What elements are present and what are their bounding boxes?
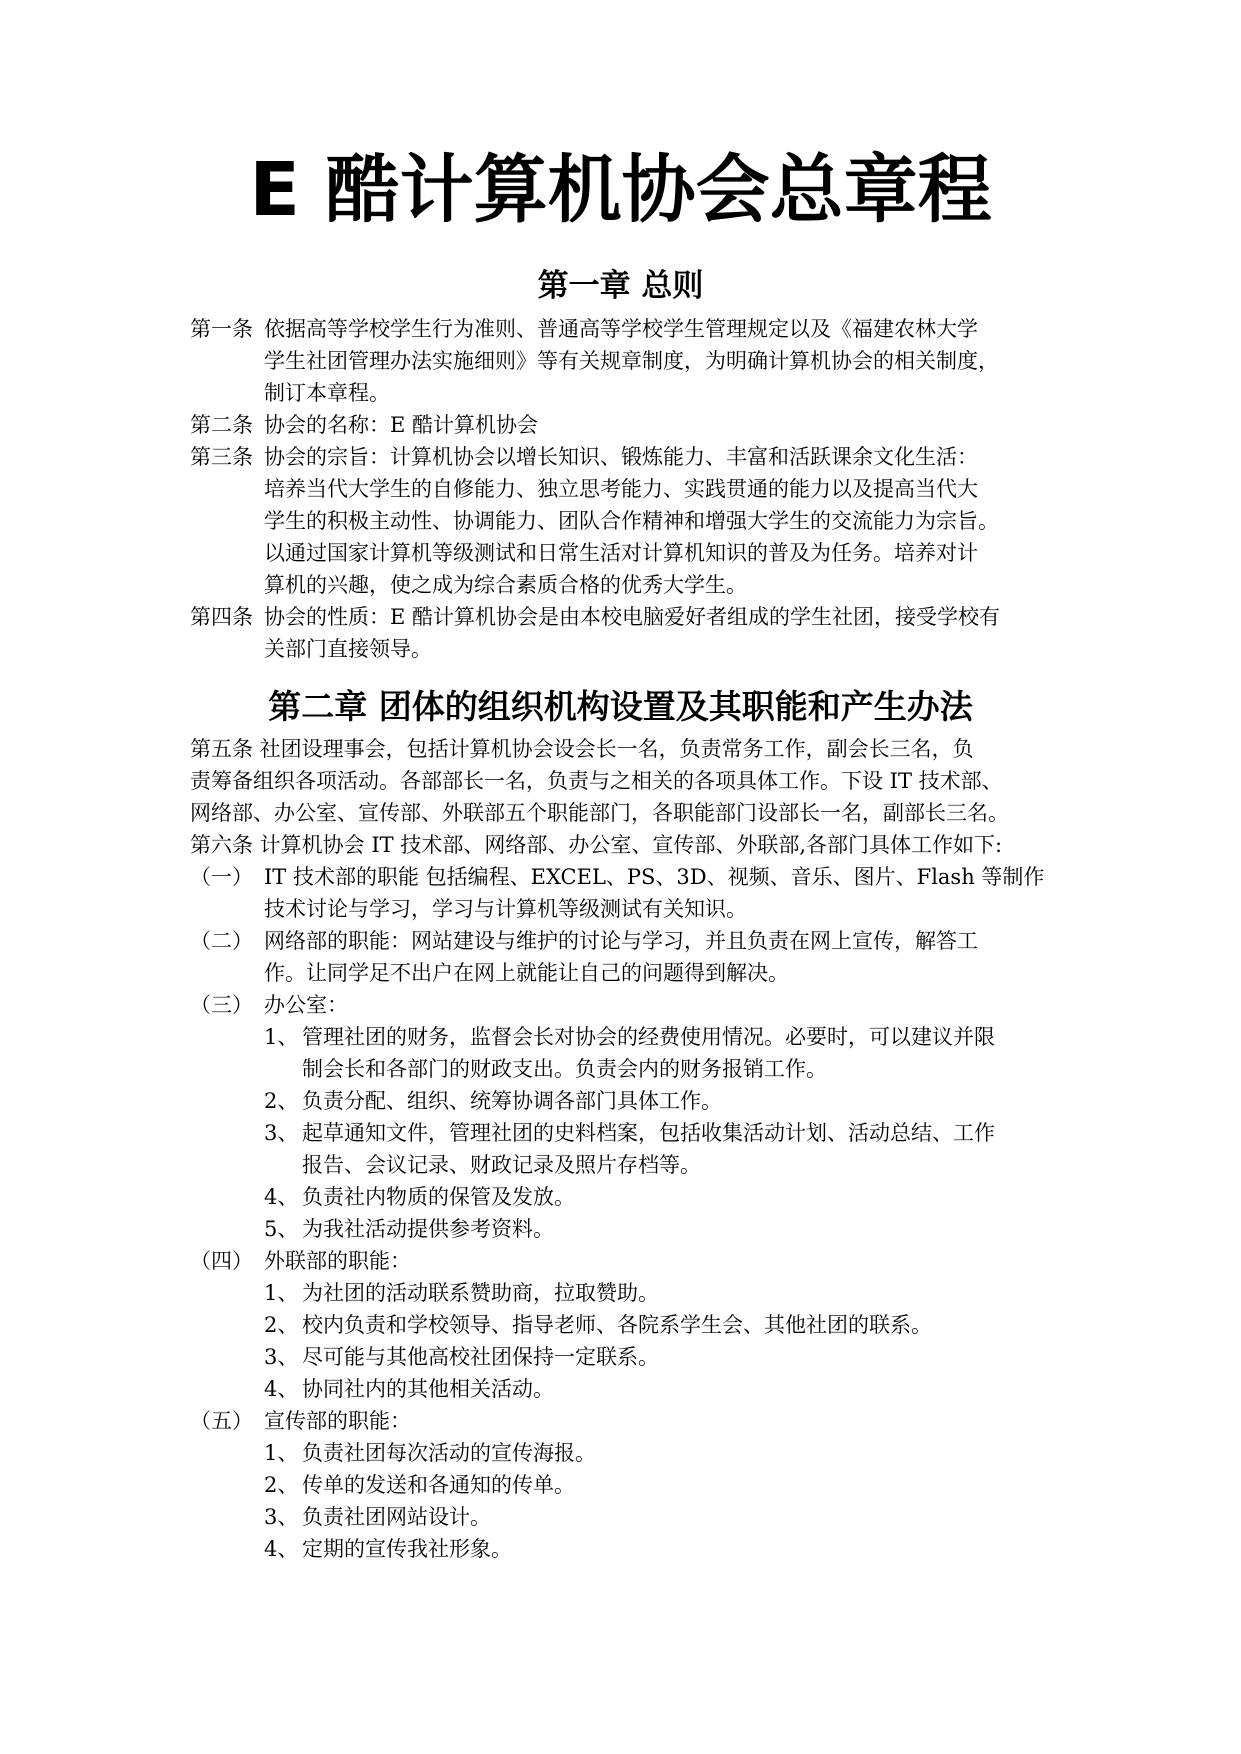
list-item xyxy=(264,1437,1064,1469)
department-line: 宣传部的职能： xyxy=(264,1409,411,1433)
department-line: 网络部的职能：网站建设与维护的讨论与学习，并且负责在网上宣传，解答工 xyxy=(264,929,978,953)
department-line: 技术讨论与学习，学习与计算机等级测试有关知识。 xyxy=(264,897,747,921)
item-number: 2、 xyxy=(264,1089,299,1113)
article-line: 培养当代大学生的自修能力、独立思考能力、实践贯通的能力以及提高当代大 xyxy=(264,477,978,501)
article-4 xyxy=(190,601,1060,665)
list-item xyxy=(264,1533,1064,1565)
list-item xyxy=(264,1469,1064,1501)
department-publicity xyxy=(190,1405,1060,1437)
chapter-2-heading: 第二章 团体的组织机构设置及其职能和产生办法 xyxy=(268,687,973,726)
article-line: 第五条 社团设理事会，包括计算机协会设会长一名，负责常务工作，副会长三名，负 xyxy=(190,737,974,761)
item-number: 1、 xyxy=(264,1281,299,1305)
item-number: 5、 xyxy=(264,1217,299,1241)
chapter-1-heading: 第一章 总则 xyxy=(537,268,704,304)
outreach-items xyxy=(264,1277,1064,1405)
list-item xyxy=(264,1501,1064,1533)
item-number: 2、 xyxy=(264,1313,299,1337)
department-label: （二） xyxy=(190,929,253,953)
department-line: 作。让同学足不出户在网上就能让自己的问题得到解决。 xyxy=(264,961,789,985)
publicity-items xyxy=(264,1437,1064,1565)
list-item xyxy=(264,1213,1064,1245)
item-number: 4、 xyxy=(264,1377,299,1401)
article-1 xyxy=(190,313,1060,409)
department-label: （五） xyxy=(190,1409,253,1433)
item-number: 3、 xyxy=(264,1121,299,1145)
article-line: 依据高等学校学生行为准则、普通高等学校学生管理规定以及《福建农林大学 xyxy=(264,317,978,341)
department-outreach xyxy=(190,1245,1060,1277)
item-number: 3、 xyxy=(264,1345,299,1369)
article-line: 学生社团管理办法实施细则》等有关规章制度，为明确计算机协会的相关制度， xyxy=(264,349,999,373)
item-number: 1、 xyxy=(264,1025,299,1049)
department-line: IT 技术部的职能 包括编程、EXCEL、PS、3D、视频、音乐、图片、Flash 等制作 xyxy=(264,865,1045,889)
item-line: 为社团的活动联系赞助商，拉取赞助。 xyxy=(302,1281,659,1305)
list-item xyxy=(264,1341,1064,1373)
article-5 xyxy=(190,733,1009,829)
department-label: （四） xyxy=(190,1249,253,1273)
article-line: 协会的宗旨：计算机协会以增长知识、锻炼能力、丰富和活跃课余文化生活： xyxy=(264,445,978,469)
article-line: 算机的兴趣，使之成为综合素质合格的优秀大学生。 xyxy=(264,573,747,597)
article-label: 第三条 xyxy=(190,445,253,469)
item-line: 定期的宣传我社形象。 xyxy=(302,1537,512,1561)
item-line: 管理社团的财务，监督会长对协会的经费使用情况。必要时，可以建议并限 xyxy=(302,1025,995,1049)
item-line: 负责社内物质的保管及发放。 xyxy=(302,1185,575,1209)
item-line: 协同社内的其他相关活动。 xyxy=(302,1377,554,1401)
list-item xyxy=(264,1373,1064,1405)
document-title: E 酷计算机协会总章程 xyxy=(249,147,992,233)
list-item xyxy=(264,1085,1064,1117)
office-items xyxy=(264,1021,1064,1245)
item-line: 制会长和各部门的财政支出。负责会内的财务报销工作。 xyxy=(302,1057,827,1081)
list-item xyxy=(264,1181,1064,1213)
department-label: （三） xyxy=(190,993,253,1017)
department-label: （一） xyxy=(190,865,253,889)
article-line: 学生的积极主动性、协调能力、团队合作精神和增强大学生的交流能力为宗旨。 xyxy=(264,509,999,533)
item-number: 3、 xyxy=(264,1505,299,1529)
department-it xyxy=(190,861,1060,925)
article-2 xyxy=(190,409,1060,441)
list-item xyxy=(264,1277,1064,1309)
item-line: 尽可能与其他高校社团保持一定联系。 xyxy=(302,1345,659,1369)
item-line: 负责社团每次活动的宣传海报。 xyxy=(302,1441,596,1465)
article-line: 协会的性质：E 酷计算机协会是由本校电脑爱好者组成的学生社团，接受学校有 xyxy=(264,605,1001,629)
article-line: 制订本章程。 xyxy=(264,381,390,405)
article-3 xyxy=(190,441,1060,601)
item-number: 4、 xyxy=(264,1185,299,1209)
item-line: 负责分配、组织、统筹协调各部门具体工作。 xyxy=(302,1089,722,1113)
item-number: 4、 xyxy=(264,1537,299,1561)
article-line: 关部门直接领导。 xyxy=(264,637,432,661)
department-line: 办公室： xyxy=(264,993,348,1017)
article-6: 第六条 计算机协会 IT 技术部、网络部、办公室、宣传部、外联部,各部门具体工作如下: xyxy=(190,833,1003,857)
list-item xyxy=(264,1021,1064,1085)
item-line: 校内负责和学校领导、指导老师、各院系学生会、其他社团的联系。 xyxy=(302,1313,932,1337)
item-number: 2、 xyxy=(264,1473,299,1497)
article-line: 责筹备组织各项活动。各部部长一名，负责与之相关的各项具体工作。下设 IT 技术部、 xyxy=(190,769,1003,793)
department-office xyxy=(190,989,1060,1021)
item-line: 报告、会议记录、财政记录及照片存档等。 xyxy=(302,1153,701,1177)
item-number: 1、 xyxy=(264,1441,299,1465)
list-item xyxy=(264,1309,1064,1341)
list-item xyxy=(264,1117,1064,1181)
article-label: 第二条 xyxy=(190,413,253,437)
item-line: 传单的发送和各通知的传单。 xyxy=(302,1473,575,1497)
article-label: 第一条 xyxy=(190,317,253,341)
item-line: 负责社团网站设计。 xyxy=(302,1505,491,1529)
department-line: 外联部的职能： xyxy=(264,1249,411,1273)
item-line: 起草通知文件，管理社团的史料档案，包括收集活动计划、活动总结、工作 xyxy=(302,1121,995,1145)
department-network xyxy=(190,925,1060,989)
article-line: 协会的名称：E 酷计算机协会 xyxy=(264,413,539,437)
article-line: 以通过国家计算机等级测试和日常生活对计算机知识的普及为任务。培养对计 xyxy=(264,541,978,565)
item-line: 为我社活动提供参考资料。 xyxy=(302,1217,554,1241)
article-line: 网络部、办公室、宣传部、外联部五个职能部门，各职能部门设部长一名，副部长三名。 xyxy=(190,801,1009,825)
article-label: 第四条 xyxy=(190,605,253,629)
